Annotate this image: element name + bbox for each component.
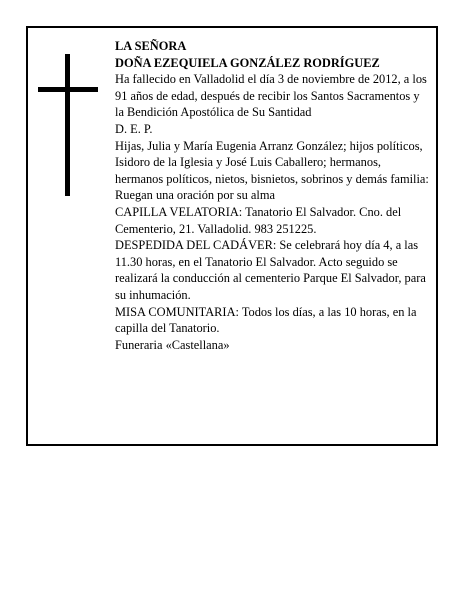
cross-icon: [38, 54, 98, 196]
mass-info: MISA COMUNITARIA: Todos los días, a las 10 horas, en la capilla del Tanatorio.: [115, 304, 417, 336]
funeral-home: Funeraria «Castellana»: [115, 337, 230, 352]
family-list: Hijas, Julia y María Eugenia Arranz González; hijos políticos, Isidoro de la Iglesia y José Luis Caballero; hermanos, hermanos políticos, nietos, bisnietos, sobrinos y demás familia:: [115, 138, 429, 186]
prayer-request: Ruegan una oración por su alma: [115, 188, 275, 203]
farewell-info: DESPEDIDA DEL CADÁVER: Se celebrará hoy día 4, a las 11.30 horas, en el Tanatorio El Salvador. Acto seguido se realizará la conducción al cementerio Parque El Salvador, para su inhumación.: [115, 238, 426, 302]
death-announcement: Ha fallecido en Valladolid el día 3 de noviembre de 2012, a los 91 años de edad, después de recibir los Santos Sacramentos y la Bendición Apostólica de Su Santidad: [115, 72, 427, 120]
chapel-info: CAPILLA VELATORIA: Tanatorio El Salvador. Cno. del Cementerio, 21. Valladolid. 983 251225.: [115, 204, 402, 236]
obituary-text: [115, 38, 431, 353]
cross-vertical-bar: [65, 54, 70, 196]
notice-heading: LA SEÑORA: [115, 39, 187, 53]
rip-text: D. E. P.: [115, 121, 153, 136]
cross-horizontal-bar: [38, 87, 98, 92]
deceased-name: DOÑA EZEQUIELA GONZÁLEZ RODRÍGUEZ: [115, 55, 380, 70]
